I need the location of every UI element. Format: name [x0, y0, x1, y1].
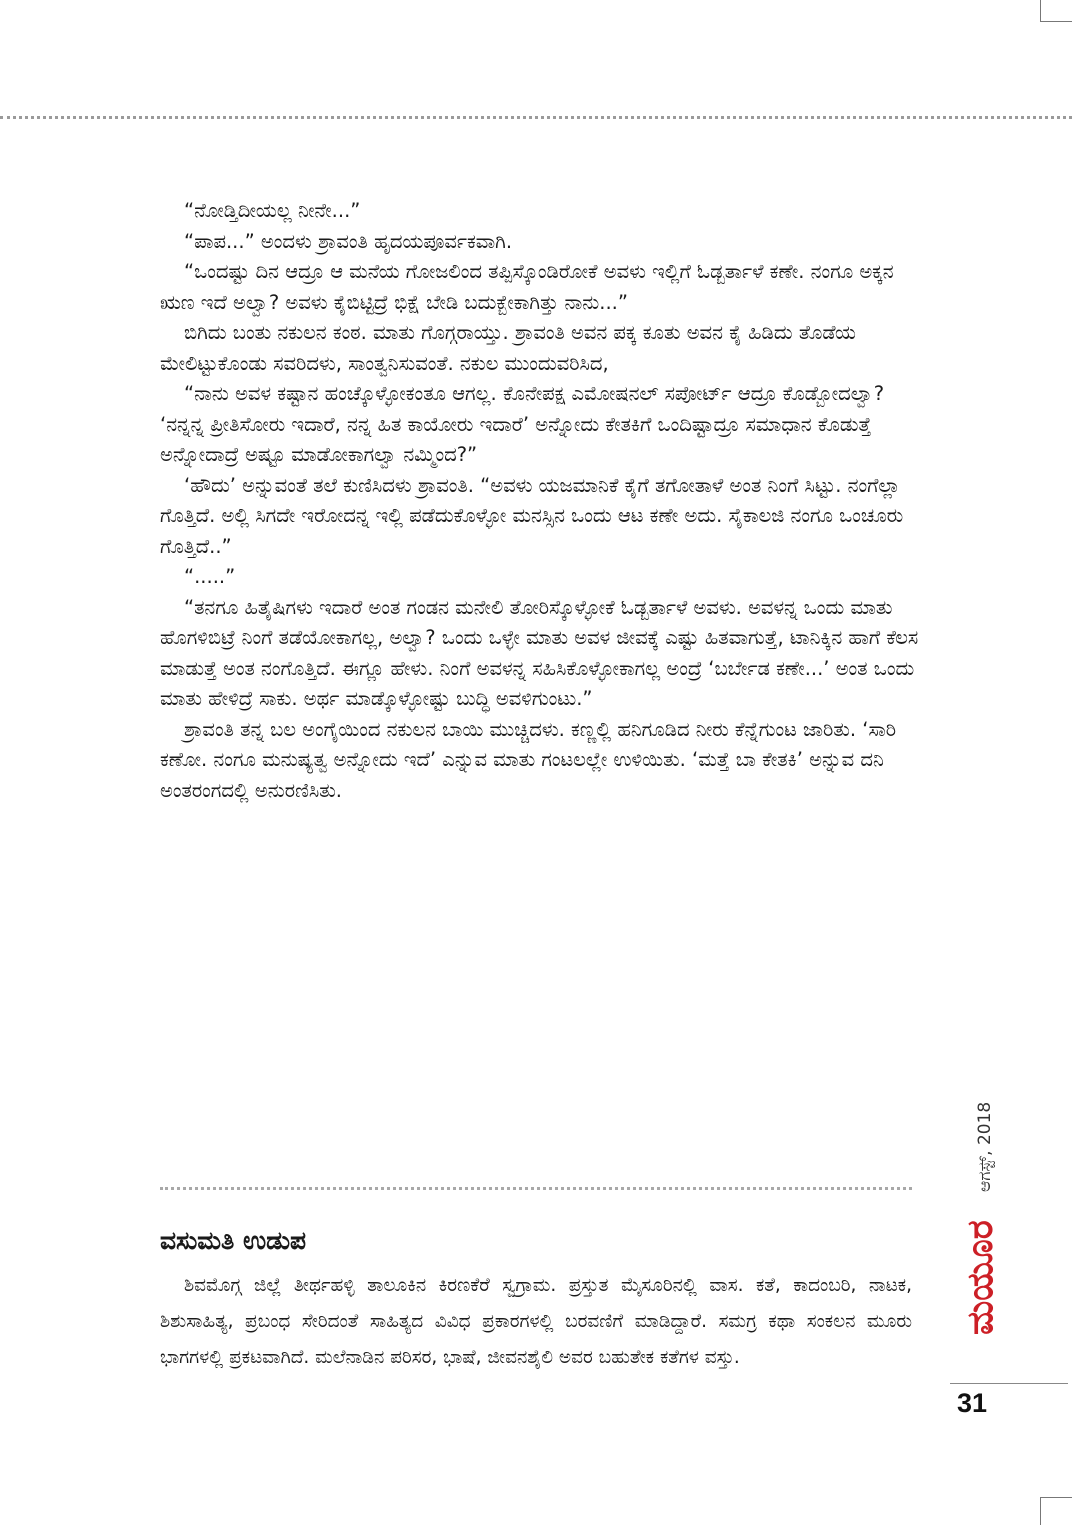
author-bio: ಶಿವಮೊಗ್ಗ ಜಿಲ್ಲೆ ತೀರ್ಥಹಳ್ಳಿ ತಾಲೂಕಿನ ಕಿರಣಕೆರೆ ಸ್ವಗ್ರಾಮ. ಪ್ರಸ್ತುತ ಮೈಸೂರಿನಲ್ಲಿ ವಾಸ. ಕತೆ, ಕಾದಂಬರಿ, ನಾಟಕ, ಶಿಶುಸಾಹಿತ್ಯ, ಪ್ರಬಂಧ ಸೇರಿದಂತೆ ಸಾಹಿತ್ಯದ ವಿವಿಧ ಪ್ರಕಾರಗಳಲ್ಲಿ ಬರವಣಿಗೆ ಮಾಡಿದ್ದಾರೆ. ಸಮಗ್ರ ಕಥಾ ಸಂಕಲನ ಮೂರು ಭಾಗಗಳಲ್ಲಿ ಪ್ರಕಟವಾಗಿದೆ. ಮಲೆನಾಡಿನ ಪರಿಸರ, ಭಾಷೆ, ಜೀವನಶೈಲಿ ಅವರ ಬಹುತೇಕ ಕತೆಗಳ ವಸ್ತು. [160, 1275, 912, 1368]
story-text [160, 196, 920, 806]
top-dotted-divider [0, 116, 1072, 119]
page-number-rule [950, 1383, 1068, 1384]
magazine-logo-text: ಮಯೂರ [960, 1220, 1001, 1335]
story-paragraph: “ತನಗೂ ಹಿತೈಷಿಗಳು ಇದಾರೆ ಅಂತ ಗಂಡನ ಮನೇಲಿ ತೋರಿಸ್ಕೊಳ್ಳೋಕೆ ಓಡ್ಬರ್ತಾಳೆ ಅವಳು. ಅವಳನ್ನ ಒಂದು ಮಾತು ಹೊಗಳಿಬಿಟ್ರೆ ನಿಂಗೆ ತಡೆಯೋಕಾಗಲ್ಲ, ಅಲ್ವಾ? ಒಂದು ಒಳ್ಳೇ ಮಾತು ಅವಳ ಜೀವಕ್ಕೆ ಎಷ್ಟು ಹಿತವಾಗುತ್ತೆ, ಟಾನಿಕ್ಕಿನ ಹಾಗೆ ಕೆಲಸ ಮಾಡುತ್ತೆ ಅಂತ ನಂಗೊತ್ತಿದೆ. ಈಗ್ಲೂ ಹೇಳು. ನಿಂಗೆ ಅವಳನ್ನ ಸಹಿಸಿಕೊಳ್ಳೋಕಾಗಲ್ಲ ಅಂದ್ರೆ ‘ಬರ್ಬೇಡ ಕಣೇ...’ ಅಂತ ಒಂದು ಮಾತು ಹೇಳಿದ್ರೆ ಸಾಕು. ಅರ್ಥ ಮಾಡ್ಕೊಳ್ಳೋಷ್ಟು ಬುದ್ಧಿ ಅವಳಿಗುಂಟು.” [160, 595, 919, 710]
story-paragraph: ‘ಹೌದು’ ಅನ್ನುವಂತೆ ತಲೆ ಕುಣಿಸಿದಳು ಶ್ರಾವಂತಿ. “ಅವಳು ಯಜಮಾನಿಕೆ ಕೈಗೆ ತಗೋತಾಳೆ ಅಂತ ನಿಂಗೆ ಸಿಟ್ಟು. ನಂಗೆಲ್ಲಾ ಗೊತ್ತಿದೆ. ಅಲ್ಲಿ ಸಿಗದೇ ಇರೋದನ್ನ ಇಲ್ಲಿ ಪಡೆದುಕೊಳ್ಳೋ ಮನಸ್ಸಿನ ಒಂದು ಆಟ ಕಣೇ ಅದು. ಸೈಕಾಲಜಿ ನಂಗೂ ಒಂಚೂರು ಗೊತ್ತಿದೆ..” [160, 473, 904, 558]
crop-mark-top [1040, 0, 1072, 22]
story-paragraph: “ನೋಡ್ತಿದೀಯಲ್ಲ ನೀನೇ...” [184, 199, 361, 222]
story-paragraph: “ಪಾಪ...” ಅಂದಳು ಶ್ರಾವಂತಿ ಹೃದಯಪೂರ್ವಕವಾಗಿ. [184, 229, 513, 253]
story-paragraph: “.....” [184, 565, 236, 588]
story-paragraph: ಶ್ರಾವಂತಿ ತನ್ನ ಬಲ ಅಂಗೈಯಿಂದ ನಕುಲನ ಬಾಯಿ ಮುಚ್ಚಿದಳು. ಕಣ್ಣಲ್ಲಿ ಹನಿಗೂಡಿದ ನೀರು ಕೆನ್ನೆಗುಂಟ ಜಾರಿತು. ‘ಸಾರಿ ಕಣೋ. ನಂಗೂ ಮನುಷ್ಯತ್ವ ಅನ್ನೋದು ಇದೆ’ ಎನ್ನುವ ಮಾತು ಗಂಟಲಲ್ಲೇ ಉಳಿಯಿತು. ‘ಮತ್ತೆ ಬಾ ಕೇತಕಿ’ ಅನ್ನುವ ದನಿ ಅಂತರಂಗದಲ್ಲಿ ಅನುರಣಿಸಿತು. [160, 717, 897, 802]
story-paragraph: ಬಿಗಿದು ಬಂತು ನಕುಲನ ಕಂಠ. ಮಾತು ಗೊಗ್ಗರಾಯ್ತು. ಶ್ರಾವಂತಿ ಅವನ ಪಕ್ಕ ಕೂತು ಅವನ ಕೈ ಹಿಡಿದು ತೊಡೆಯ ಮೇಲಿಟ್ಟುಕೊಂಡು ಸವರಿದಳು, ಸಾಂತ್ವನಿಸುವಂತೆ. ನಕುಲ ಮುಂದುವರಿಸಿದ, [160, 321, 856, 375]
author-name: ವಸುಮತಿ ಉಡುಪ [160, 1226, 307, 1255]
story-paragraph: “ಒಂದಷ್ಟು ದಿನ ಆದ್ರೂ ಆ ಮನೆಯ ಗೋಜಲಿಂದ ತಪ್ಪಿಸ್ಕೊಂಡಿರೋಕೆ ಅವಳು ಇಲ್ಲಿಗೆ ಓಡ್ಬರ್ತಾಳೆ ಕಣೇ. ನಂಗೂ ಅಕ್ಕನ ಋಣ ಇದೆ ಅಲ್ವಾ? ಅವಳು ಕೈಬಿಟ್ಟಿದ್ರೆ ಭಿಕ್ಷೆ ಬೇಡಿ ಬದುಕ್ಬೇಕಾಗಿತ್ತು ನಾನು...” [160, 260, 894, 314]
page-number: 31 [957, 1388, 988, 1418]
story-paragraph: “ನಾನು ಅವಳ ಕಷ್ಟಾನ ಹಂಚ್ಕೊಳ್ಳೋಕಂತೂ ಆಗಲ್ಲ. ಕೊನೇಪಕ್ಷ ಎಮೋಷನಲ್ ಸಪೋರ್ಟ್ ಆದ್ರೂ ಕೊಡ್ಬೋದಲ್ವಾ? ‘ನನ್ನನ್ನ ಪ್ರೀತಿಸೋರು ಇದಾರೆ, ನನ್ನ ಹಿತ ಕಾಯೋರು ಇದಾರೆ’ ಅನ್ನೋದು ಕೇತಕಿಗೆ ಒಂದಿಷ್ಟಾದ್ರೂ ಸಮಾಧಾನ ಕೊಡುತ್ತೆ ಅನ್ನೋದಾದ್ರೆ ಅಷ್ಟೂ ಮಾಡೋಕಾಗಲ್ವಾ ನಮ್ಮಿಂದ?” [160, 382, 885, 466]
author-dotted-divider [160, 1187, 912, 1190]
issue-date-label: ಆಗಸ್ಟ್, 2018 [975, 1101, 995, 1192]
crop-mark-bottom [1040, 1497, 1072, 1525]
